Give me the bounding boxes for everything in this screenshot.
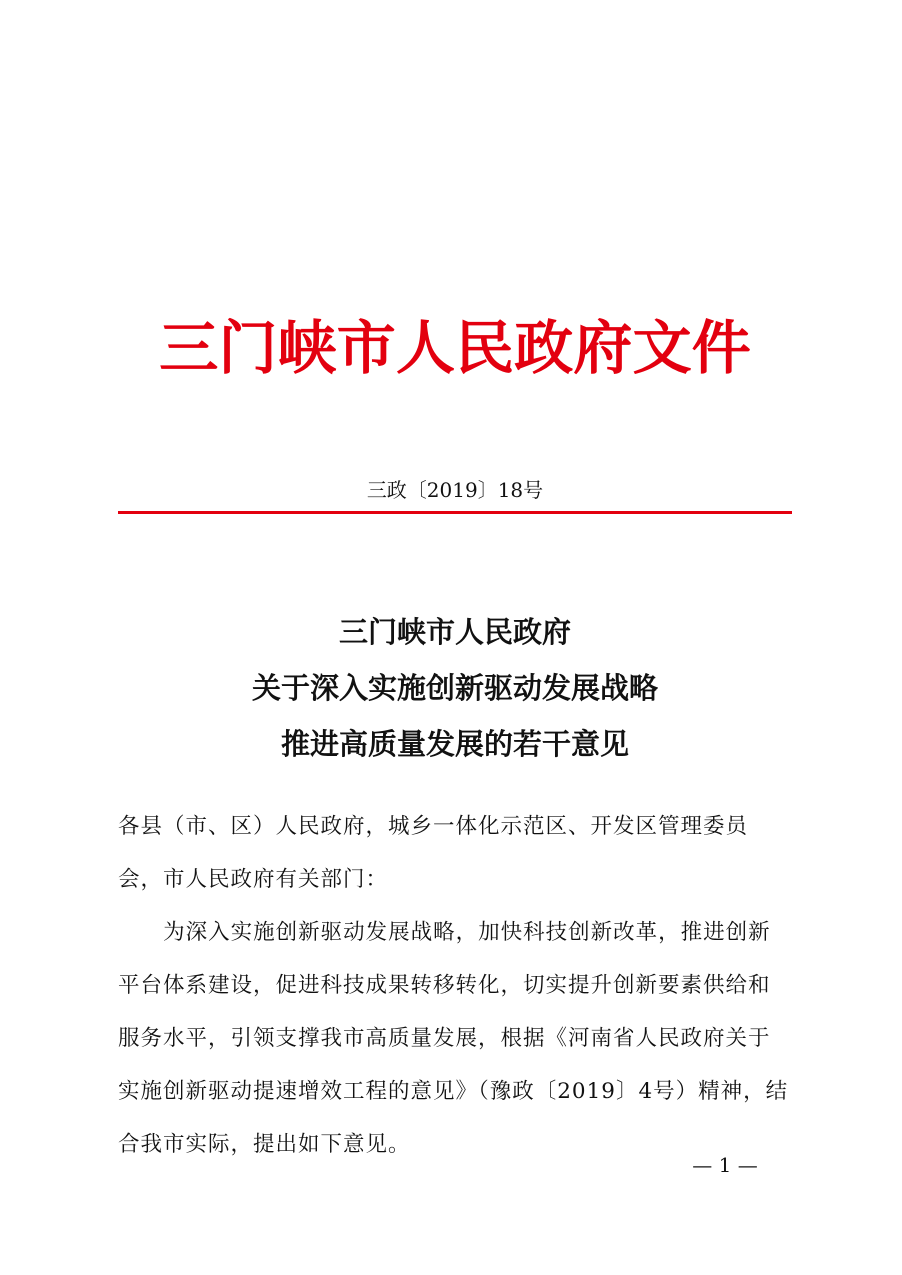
title-line-1: 三门峡市人民政府 xyxy=(338,615,571,649)
document-number: 三政〔2019〕18号 xyxy=(366,478,544,502)
title-line-3: 推进高质量发展的若干意见 xyxy=(280,727,629,761)
red-divider-line xyxy=(118,511,792,514)
title-line-2: 关于深入实施创新驱动发展战略 xyxy=(251,671,658,705)
page-number: — 1 — xyxy=(692,1153,758,1177)
issuer-header-title: 三门峡市人民政府文件 xyxy=(159,314,751,382)
document-body xyxy=(118,800,792,1171)
body-paragraph-1: 为深入实施创新驱动发展战略，加快科技创新改革，推进创新平台体系建设，促进科技成果转移转化，切实提升创新要素供给和服务水平，引领支撑我市高质量发展，根据《河南省人民政府关于实施创新驱动提速增效工程的意见》（豫政〔2019〕4号）精神，结合我市实际，提出如下意见。 xyxy=(118,920,789,1157)
document-title xyxy=(118,604,792,772)
addressee-paragraph: 各县（市、区）人民政府，城乡一体化示范区、开发区管理委员会，市人民政府有关部门： xyxy=(118,814,749,892)
